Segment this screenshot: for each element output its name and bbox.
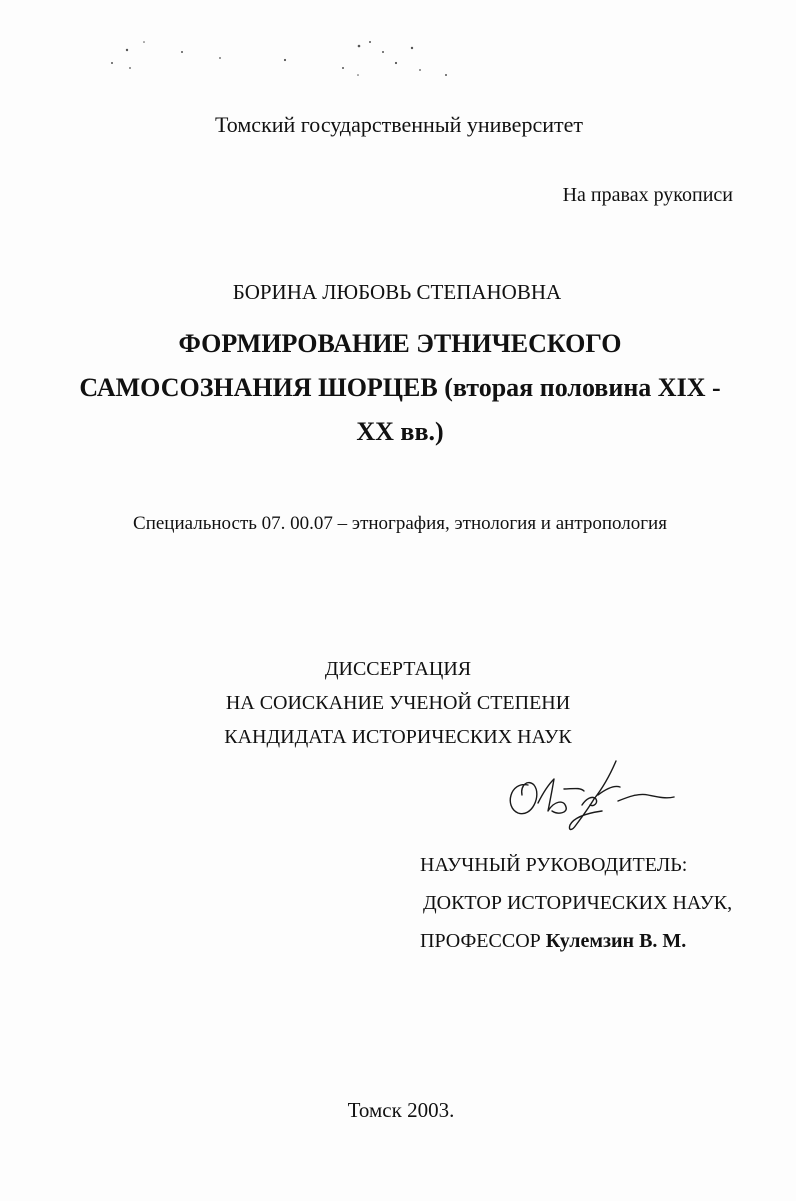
dissertation-title: [60, 322, 740, 454]
degree-line-1: [0, 652, 796, 686]
advisor-line-2: ДОКТОР ИСТОРИЧЕСКИХ НАУК,: [423, 892, 733, 914]
city-year-text: Томск 2003.: [347, 1098, 455, 1122]
degree-line-3: [0, 720, 796, 754]
specialty: [0, 513, 796, 535]
specialty-text: Специальность 07. 00.07 – этнография, этнология и антропология: [133, 513, 667, 534]
degree-line-3-text: КАНДИДАТА ИСТОРИЧЕСКИХ НАУК: [224, 726, 572, 748]
advisor-name: Кулемзин В. М.: [545, 930, 687, 952]
degree-statement: [0, 652, 796, 754]
handwritten-signature-icon: [498, 755, 678, 835]
title-line-1: ФОРМИРОВАНИЕ ЭТНИЧЕСКОГО: [178, 329, 622, 358]
manuscript-rights: На правах рукописи: [562, 184, 733, 206]
city-year: [0, 1098, 796, 1123]
university-name: [0, 112, 796, 138]
author-name: [0, 280, 796, 305]
degree-line-2: [0, 686, 796, 720]
title-line-3: XX вв.): [356, 417, 444, 446]
degree-line-2-text: НА СОИСКАНИЕ УЧЕНОЙ СТЕПЕНИ: [225, 692, 571, 714]
advisor-title: ПРОФЕССОР: [420, 930, 541, 952]
advisor-line-3: [420, 922, 732, 960]
scan-speckle-icon: [100, 30, 480, 90]
title-line-2: САМОСОЗНАНИЯ ШОРЦЕВ (вторая половина XIX -: [79, 373, 721, 402]
advisor-line-1: НАУЧНЫЙ РУКОВОДИТЕЛЬ:: [420, 854, 688, 876]
university-name-text: Томский государственный университет: [215, 112, 583, 137]
author-name-text: БОРИНА ЛЮБОВЬ СТЕПАНОВНА: [232, 280, 562, 304]
scientific-advisor: [420, 846, 732, 960]
degree-line-1-text: ДИССЕРТАЦИЯ: [324, 658, 472, 680]
